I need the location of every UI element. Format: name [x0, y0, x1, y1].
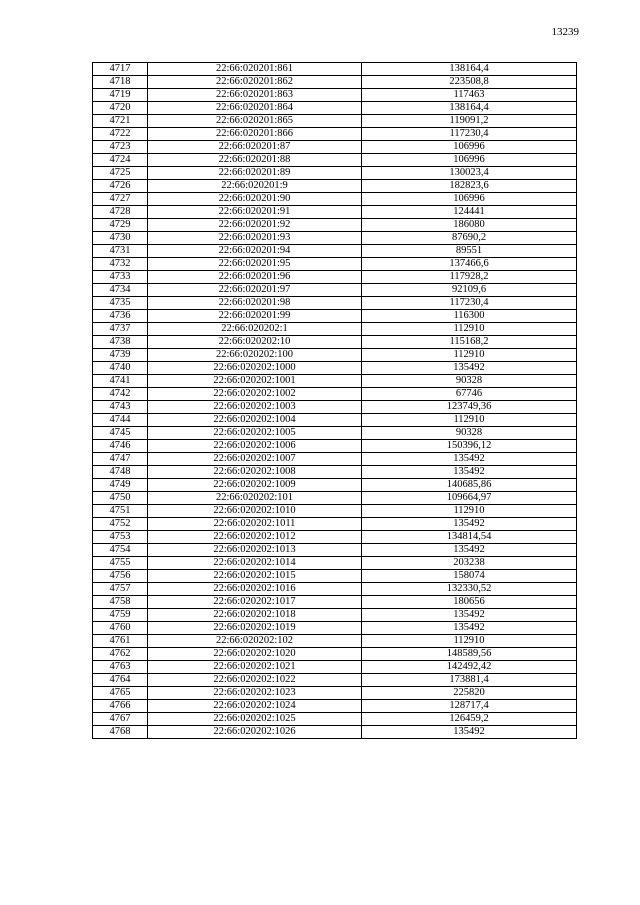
row-number-cell: 4729	[93, 219, 148, 232]
row-number-cell: 4763	[93, 661, 148, 674]
value-cell: 112910	[362, 414, 577, 427]
table-row	[93, 258, 577, 271]
table-row	[93, 700, 577, 713]
table-row	[93, 687, 577, 700]
value-cell: 137466,6	[362, 258, 577, 271]
value-cell: 135492	[362, 362, 577, 375]
row-number-cell: 4753	[93, 531, 148, 544]
value-cell: 128717,4	[362, 700, 577, 713]
table-row	[93, 622, 577, 635]
cadastral-number-cell: 22:66:020201:93	[148, 232, 362, 245]
value-cell: 112910	[362, 349, 577, 362]
row-number-cell: 4718	[93, 76, 148, 89]
row-number-cell: 4752	[93, 518, 148, 531]
row-number-cell: 4744	[93, 414, 148, 427]
value-cell: 135492	[362, 466, 577, 479]
table-row	[93, 479, 577, 492]
value-cell: 223508,8	[362, 76, 577, 89]
row-number-cell: 4725	[93, 167, 148, 180]
row-number-cell: 4754	[93, 544, 148, 557]
value-cell: 138164,4	[362, 102, 577, 115]
table-row	[93, 63, 577, 76]
row-number-cell: 4724	[93, 154, 148, 167]
cadastral-number-cell: 22:66:020202:10	[148, 336, 362, 349]
table-row	[93, 206, 577, 219]
cadastral-number-cell: 22:66:020201:91	[148, 206, 362, 219]
cadastral-number-cell: 22:66:020202:1026	[148, 726, 362, 739]
cadastral-number-cell: 22:66:020202:1005	[148, 427, 362, 440]
cadastral-number-cell: 22:66:020201:861	[148, 63, 362, 76]
row-number-cell: 4735	[93, 297, 148, 310]
table-row	[93, 284, 577, 297]
table-row	[93, 401, 577, 414]
cadastral-number-cell: 22:66:020201:95	[148, 258, 362, 271]
table-row	[93, 362, 577, 375]
value-cell: 138164,4	[362, 63, 577, 76]
cadastral-number-cell: 22:66:020202:1019	[148, 622, 362, 635]
value-cell: 134814,54	[362, 531, 577, 544]
value-cell: 115168,2	[362, 336, 577, 349]
table-row	[93, 531, 577, 544]
row-number-cell: 4732	[93, 258, 148, 271]
row-number-cell: 4743	[93, 401, 148, 414]
cadastral-number-cell: 22:66:020202:1003	[148, 401, 362, 414]
cadastral-number-cell: 22:66:020202:1006	[148, 440, 362, 453]
row-number-cell: 4767	[93, 713, 148, 726]
value-cell: 142492,42	[362, 661, 577, 674]
cadastral-number-cell: 22:66:020202:1010	[148, 505, 362, 518]
cadastral-number-cell: 22:66:020202:100	[148, 349, 362, 362]
table-body	[93, 63, 577, 739]
row-number-cell: 4731	[93, 245, 148, 258]
row-number-cell: 4734	[93, 284, 148, 297]
table-row	[93, 310, 577, 323]
cadastral-number-cell: 22:66:020202:102	[148, 635, 362, 648]
row-number-cell: 4759	[93, 609, 148, 622]
row-number-cell: 4719	[93, 89, 148, 102]
table-row	[93, 128, 577, 141]
table-row	[93, 544, 577, 557]
cadastral-number-cell: 22:66:020202:1018	[148, 609, 362, 622]
value-cell: 150396,12	[362, 440, 577, 453]
table-row	[93, 609, 577, 622]
cadastral-number-cell: 22:66:020201:88	[148, 154, 362, 167]
row-number-cell: 4738	[93, 336, 148, 349]
table-row	[93, 245, 577, 258]
table-row	[93, 661, 577, 674]
value-cell: 124441	[362, 206, 577, 219]
value-cell: 135492	[362, 544, 577, 557]
cadastral-number-cell: 22:66:020201:98	[148, 297, 362, 310]
cadastral-number-cell: 22:66:020201:862	[148, 76, 362, 89]
row-number-cell: 4717	[93, 63, 148, 76]
row-number-cell: 4741	[93, 375, 148, 388]
cadastral-number-cell: 22:66:020201:99	[148, 310, 362, 323]
value-cell: 112910	[362, 505, 577, 518]
row-number-cell: 4733	[93, 271, 148, 284]
value-cell: 92109,6	[362, 284, 577, 297]
table-row	[93, 466, 577, 479]
row-number-cell: 4746	[93, 440, 148, 453]
value-cell: 135492	[362, 453, 577, 466]
page-number: 13239	[551, 26, 579, 38]
cadastral-number-cell: 22:66:020201:89	[148, 167, 362, 180]
cadastral-number-cell: 22:66:020202:1	[148, 323, 362, 336]
cadastral-number-cell: 22:66:020201:864	[148, 102, 362, 115]
value-cell: 148589,56	[362, 648, 577, 661]
value-cell: 87690,2	[362, 232, 577, 245]
cadastral-number-cell: 22:66:020202:1009	[148, 479, 362, 492]
table-row	[93, 102, 577, 115]
cadastral-number-cell: 22:66:020202:1020	[148, 648, 362, 661]
table-row	[93, 518, 577, 531]
value-cell: 123749,36	[362, 401, 577, 414]
table-row	[93, 141, 577, 154]
table-row	[93, 492, 577, 505]
row-number-cell: 4740	[93, 362, 148, 375]
cadastral-number-cell: 22:66:020202:1008	[148, 466, 362, 479]
table-row	[93, 557, 577, 570]
table-row	[93, 505, 577, 518]
cadastral-number-cell: 22:66:020202:1004	[148, 414, 362, 427]
table-row	[93, 648, 577, 661]
value-cell: 90328	[362, 375, 577, 388]
table-row	[93, 674, 577, 687]
row-number-cell: 4727	[93, 193, 148, 206]
value-cell: 132330,52	[362, 583, 577, 596]
row-number-cell: 4751	[93, 505, 148, 518]
cadastral-number-cell: 22:66:020202:1023	[148, 687, 362, 700]
table-row	[93, 453, 577, 466]
value-cell: 135492	[362, 609, 577, 622]
table-row	[93, 115, 577, 128]
row-number-cell: 4757	[93, 583, 148, 596]
row-number-cell: 4748	[93, 466, 148, 479]
cadastral-number-cell: 22:66:020201:96	[148, 271, 362, 284]
cadastral-number-cell: 22:66:020201:866	[148, 128, 362, 141]
cadastral-number-cell: 22:66:020201:92	[148, 219, 362, 232]
table-row	[93, 193, 577, 206]
value-cell: 119091,2	[362, 115, 577, 128]
table-row	[93, 232, 577, 245]
table-row	[93, 375, 577, 388]
value-cell: 106996	[362, 141, 577, 154]
row-number-cell: 4756	[93, 570, 148, 583]
value-cell: 186080	[362, 219, 577, 232]
value-cell: 117928,2	[362, 271, 577, 284]
table-row	[93, 713, 577, 726]
cadastral-number-cell: 22:66:020202:1016	[148, 583, 362, 596]
cadastral-number-cell: 22:66:020202:1011	[148, 518, 362, 531]
cadastral-number-cell: 22:66:020202:1012	[148, 531, 362, 544]
table-row	[93, 336, 577, 349]
cadastral-number-cell: 22:66:020201:865	[148, 115, 362, 128]
row-number-cell: 4761	[93, 635, 148, 648]
value-cell: 67746	[362, 388, 577, 401]
value-cell: 117463	[362, 89, 577, 102]
cadastral-number-cell: 22:66:020202:1002	[148, 388, 362, 401]
value-cell: 140685,86	[362, 479, 577, 492]
cadastral-number-cell: 22:66:020202:1022	[148, 674, 362, 687]
row-number-cell: 4726	[93, 180, 148, 193]
table-row	[93, 76, 577, 89]
table-row	[93, 349, 577, 362]
table-row	[93, 427, 577, 440]
value-cell: 180656	[362, 596, 577, 609]
table-row	[93, 388, 577, 401]
table-row	[93, 596, 577, 609]
row-number-cell: 4764	[93, 674, 148, 687]
cadastral-value-table	[92, 62, 577, 739]
cadastral-number-cell: 22:66:020202:101	[148, 492, 362, 505]
value-cell: 117230,4	[362, 297, 577, 310]
cadastral-number-cell: 22:66:020202:1015	[148, 570, 362, 583]
table-row	[93, 726, 577, 739]
value-cell: 135492	[362, 726, 577, 739]
value-cell: 130023,4	[362, 167, 577, 180]
value-cell: 158074	[362, 570, 577, 583]
value-cell: 173881,4	[362, 674, 577, 687]
row-number-cell: 4742	[93, 388, 148, 401]
cadastral-number-cell: 22:66:020201:90	[148, 193, 362, 206]
row-number-cell: 4758	[93, 596, 148, 609]
value-cell: 203238	[362, 557, 577, 570]
value-cell: 182823,6	[362, 180, 577, 193]
table-row	[93, 583, 577, 596]
value-cell: 90328	[362, 427, 577, 440]
value-cell: 126459,2	[362, 713, 577, 726]
row-number-cell: 4765	[93, 687, 148, 700]
cadastral-number-cell: 22:66:020202:1024	[148, 700, 362, 713]
row-number-cell: 4721	[93, 115, 148, 128]
row-number-cell: 4768	[93, 726, 148, 739]
row-number-cell: 4750	[93, 492, 148, 505]
row-number-cell: 4728	[93, 206, 148, 219]
value-cell: 116300	[362, 310, 577, 323]
cadastral-number-cell: 22:66:020202:1025	[148, 713, 362, 726]
cadastral-number-cell: 22:66:020202:1021	[148, 661, 362, 674]
row-number-cell: 4736	[93, 310, 148, 323]
row-number-cell: 4730	[93, 232, 148, 245]
table-row	[93, 635, 577, 648]
value-cell: 117230,4	[362, 128, 577, 141]
table-row	[93, 414, 577, 427]
table-row	[93, 180, 577, 193]
row-number-cell: 4747	[93, 453, 148, 466]
table-row	[93, 154, 577, 167]
value-cell: 112910	[362, 323, 577, 336]
row-number-cell: 4749	[93, 479, 148, 492]
table-row	[93, 323, 577, 336]
row-number-cell: 4745	[93, 427, 148, 440]
cadastral-number-cell: 22:66:020202:1001	[148, 375, 362, 388]
cadastral-number-cell: 22:66:020202:1000	[148, 362, 362, 375]
value-cell: 225820	[362, 687, 577, 700]
value-cell: 89551	[362, 245, 577, 258]
value-cell: 106996	[362, 154, 577, 167]
value-cell: 106996	[362, 193, 577, 206]
table-row	[93, 167, 577, 180]
value-cell: 112910	[362, 635, 577, 648]
cadastral-number-cell: 22:66:020201:9	[148, 180, 362, 193]
table-row	[93, 219, 577, 232]
cadastral-number-cell: 22:66:020201:94	[148, 245, 362, 258]
value-cell: 135492	[362, 518, 577, 531]
row-number-cell: 4755	[93, 557, 148, 570]
cadastral-number-cell: 22:66:020202:1013	[148, 544, 362, 557]
row-number-cell: 4762	[93, 648, 148, 661]
row-number-cell: 4760	[93, 622, 148, 635]
cadastral-number-cell: 22:66:020202:1007	[148, 453, 362, 466]
cadastral-number-cell: 22:66:020201:87	[148, 141, 362, 154]
cadastral-number-cell: 22:66:020201:863	[148, 89, 362, 102]
row-number-cell: 4737	[93, 323, 148, 336]
value-cell: 135492	[362, 622, 577, 635]
row-number-cell: 4722	[93, 128, 148, 141]
table-row	[93, 89, 577, 102]
table-row	[93, 271, 577, 284]
table-row	[93, 297, 577, 310]
table-row	[93, 570, 577, 583]
row-number-cell: 4766	[93, 700, 148, 713]
cadastral-number-cell: 22:66:020201:97	[148, 284, 362, 297]
cadastral-number-cell: 22:66:020202:1014	[148, 557, 362, 570]
value-cell: 109664,97	[362, 492, 577, 505]
row-number-cell: 4723	[93, 141, 148, 154]
row-number-cell: 4720	[93, 102, 148, 115]
cadastral-number-cell: 22:66:020202:1017	[148, 596, 362, 609]
row-number-cell: 4739	[93, 349, 148, 362]
table-row	[93, 440, 577, 453]
